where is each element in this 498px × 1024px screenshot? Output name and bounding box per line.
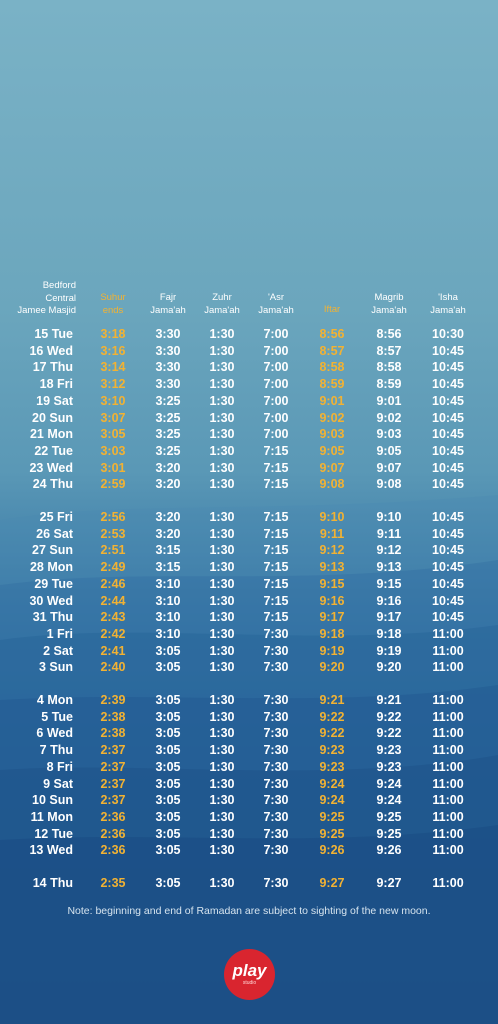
cell-day: 23 Wed	[29, 461, 73, 475]
cell-magrib: 9:19	[376, 644, 402, 658]
cell-magrib: 9:21	[376, 693, 402, 707]
cell-magrib: 9:24	[376, 777, 402, 791]
cell-zuhr: 1:30	[209, 760, 235, 774]
cell-isha: 11:00	[432, 627, 464, 641]
cell-isha: 10:45	[432, 360, 464, 374]
cell-iftar: 9:05	[319, 444, 345, 458]
cell-sehri: 2:56	[100, 510, 126, 524]
cell-asr: 7:15	[263, 444, 289, 458]
cell-sehri: 2:41	[100, 644, 126, 658]
cell-magrib: 9:11	[376, 527, 402, 541]
cell-day: 16 Wed	[29, 344, 73, 358]
cell-fajr: 3:25	[155, 394, 181, 408]
cell-magrib: 9:26	[376, 843, 402, 857]
cell-iftar: 9:15	[319, 577, 345, 591]
cell-fajr: 3:05	[155, 793, 181, 807]
cell-magrib: 8:57	[376, 344, 402, 358]
cell-iftar: 9:27	[319, 876, 345, 890]
cell-asr: 7:30	[263, 777, 289, 791]
cell-asr: 7:15	[263, 577, 289, 591]
cell-magrib: 8:56	[376, 327, 402, 341]
table-row	[0, 659, 498, 676]
table-row	[0, 410, 498, 427]
cell-day: 24 Thu	[32, 477, 73, 491]
cell-isha: 10:45	[432, 461, 464, 475]
cell-sehri: 2:38	[100, 726, 126, 740]
cell-fajr: 3:20	[155, 527, 181, 541]
cell-fajr: 3:25	[155, 444, 181, 458]
cell-zuhr: 1:30	[209, 527, 235, 541]
cell-zuhr: 1:30	[209, 577, 235, 591]
cell-iftar: 8:57	[319, 344, 345, 358]
cell-day: 28 Mon	[29, 560, 73, 574]
cell-day: 27 Sun	[32, 543, 73, 557]
cell-zuhr: 1:30	[209, 810, 235, 824]
cell-magrib: 9:22	[376, 726, 402, 740]
cell-asr: 7:00	[263, 344, 289, 358]
table-row	[0, 875, 498, 892]
cell-magrib: 9:15	[376, 577, 402, 591]
cell-iftar: 9:17	[319, 610, 345, 624]
cell-zuhr: 1:30	[209, 360, 235, 374]
cell-asr: 7:30	[263, 710, 289, 724]
cell-zuhr: 1:30	[209, 726, 235, 740]
cell-asr: 7:00	[263, 327, 289, 341]
table-row	[0, 593, 498, 610]
cell-asr: 7:30	[263, 627, 289, 641]
table-row	[0, 559, 498, 576]
cell-day: 29 Tue	[34, 577, 73, 591]
cell-isha: 11:00	[432, 810, 464, 824]
cell-isha: 11:00	[432, 827, 464, 841]
cell-sehri: 2:49	[100, 560, 126, 574]
cell-iftar: 9:22	[319, 710, 345, 724]
table-row	[0, 692, 498, 709]
cell-fajr: 3:10	[155, 627, 181, 641]
cell-asr: 7:30	[263, 793, 289, 807]
cell-day: 10 Sun	[32, 793, 73, 807]
cell-fajr: 3:05	[155, 843, 181, 857]
table-row	[0, 576, 498, 593]
cell-magrib: 9:02	[376, 411, 402, 425]
cell-zuhr: 1:30	[209, 693, 235, 707]
header-asr: 'Asr Jama'ah	[258, 292, 294, 316]
header-fajr: Fajr Jama'ah	[150, 292, 186, 316]
cell-sehri: 2:44	[100, 594, 126, 608]
cell-fajr: 3:05	[155, 710, 181, 724]
cell-day: 3 Sun	[38, 660, 73, 674]
cell-zuhr: 1:30	[209, 876, 235, 890]
cell-isha: 11:00	[432, 793, 464, 807]
cell-zuhr: 1:30	[209, 610, 235, 624]
cell-fajr: 3:30	[155, 360, 181, 374]
cell-fajr: 3:25	[155, 411, 181, 425]
cell-magrib: 9:10	[376, 510, 402, 524]
cell-sehri: 3:18	[100, 327, 126, 341]
cell-zuhr: 1:30	[209, 377, 235, 391]
cell-zuhr: 1:30	[209, 777, 235, 791]
cell-isha: 11:00	[432, 876, 464, 890]
cell-magrib: 8:59	[376, 377, 402, 391]
cell-asr: 7:15	[263, 527, 289, 541]
cell-fajr: 3:05	[155, 693, 181, 707]
cell-day: 2 Sat	[43, 644, 73, 658]
table-row	[0, 359, 498, 376]
cell-day: 7 Thu	[39, 743, 73, 757]
logo-text: play	[232, 961, 267, 980]
cell-day: 20 Sun	[32, 411, 73, 425]
cell-fajr: 3:10	[155, 577, 181, 591]
table-row	[0, 393, 498, 410]
cell-iftar: 9:02	[319, 411, 345, 425]
cell-zuhr: 1:30	[209, 461, 235, 475]
cell-sehri: 3:12	[100, 377, 126, 391]
cell-asr: 7:15	[263, 560, 289, 574]
cell-asr: 7:00	[263, 411, 289, 425]
play-studio-logo	[224, 949, 275, 1000]
cell-asr: 7:15	[263, 543, 289, 557]
cell-asr: 7:15	[263, 477, 289, 491]
cell-isha: 10:45	[432, 543, 464, 557]
table-row	[0, 809, 498, 826]
cell-sehri: 2:42	[100, 627, 126, 641]
cell-iftar: 9:19	[319, 644, 345, 658]
cell-day: 12 Tue	[34, 827, 73, 841]
cell-zuhr: 1:30	[209, 594, 235, 608]
cell-magrib: 9:05	[376, 444, 402, 458]
cell-iftar: 9:08	[319, 477, 345, 491]
cell-day: 18 Fri	[39, 377, 73, 391]
cell-isha: 10:45	[432, 344, 464, 358]
table-row	[0, 476, 498, 493]
cell-magrib: 9:27	[376, 876, 402, 890]
cell-fajr: 3:20	[155, 510, 181, 524]
cell-fajr: 3:05	[155, 644, 181, 658]
cell-magrib: 9:23	[376, 743, 402, 757]
cell-isha: 10:45	[432, 477, 464, 491]
cell-zuhr: 1:30	[209, 793, 235, 807]
cell-zuhr: 1:30	[209, 710, 235, 724]
cell-iftar: 9:20	[319, 660, 345, 674]
cell-isha: 10:45	[432, 394, 464, 408]
table-row	[0, 443, 498, 460]
cell-day: 22 Tue	[34, 444, 73, 458]
cell-zuhr: 1:30	[209, 394, 235, 408]
cell-magrib: 9:25	[376, 810, 402, 824]
cell-day: 5 Tue	[41, 710, 73, 724]
cell-fajr: 3:30	[155, 327, 181, 341]
cell-asr: 7:00	[263, 427, 289, 441]
cell-sehri: 2:37	[100, 760, 126, 774]
cell-asr: 7:30	[263, 843, 289, 857]
table-row	[0, 526, 498, 543]
cell-day: 6 Wed	[36, 726, 73, 740]
cell-sehri: 3:01	[100, 461, 126, 475]
cell-zuhr: 1:30	[209, 660, 235, 674]
cell-zuhr: 1:30	[209, 827, 235, 841]
header-mosque: Bedford Central Jamee Masjid	[17, 280, 76, 316]
cell-sehri: 2:43	[100, 610, 126, 624]
header-magrib: Magrib Jama'ah	[371, 292, 407, 316]
cell-fajr: 3:30	[155, 344, 181, 358]
cell-magrib: 9:07	[376, 461, 402, 475]
cell-sehri: 2:53	[100, 527, 126, 541]
cell-iftar: 8:56	[319, 327, 345, 341]
cell-fajr: 3:05	[155, 827, 181, 841]
cell-magrib: 9:01	[376, 394, 402, 408]
cell-day: 1 Fri	[46, 627, 73, 641]
cell-iftar: 9:22	[319, 726, 345, 740]
cell-isha: 10:45	[432, 527, 464, 541]
cell-sehri: 2:36	[100, 827, 126, 841]
cell-fajr: 3:30	[155, 377, 181, 391]
cell-asr: 7:30	[263, 660, 289, 674]
cell-fajr: 3:05	[155, 760, 181, 774]
cell-day: 4 Mon	[36, 693, 73, 707]
cell-iftar: 9:25	[319, 810, 345, 824]
cell-zuhr: 1:30	[209, 477, 235, 491]
cell-isha: 11:00	[432, 644, 464, 658]
cell-fajr: 3:10	[155, 594, 181, 608]
cell-fajr: 3:20	[155, 477, 181, 491]
cell-day: 14 Thu	[32, 876, 73, 890]
cell-iftar: 9:11	[319, 527, 345, 541]
cell-zuhr: 1:30	[209, 444, 235, 458]
cell-iftar: 9:07	[319, 461, 345, 475]
cell-isha: 10:45	[432, 444, 464, 458]
cell-iftar: 9:10	[319, 510, 345, 524]
cell-iftar: 9:03	[319, 427, 345, 441]
cell-fajr: 3:10	[155, 610, 181, 624]
table-row	[0, 426, 498, 443]
cell-day: 26 Sat	[36, 527, 73, 541]
table-row	[0, 542, 498, 559]
table-row	[0, 826, 498, 843]
cell-fajr: 3:05	[155, 810, 181, 824]
cell-asr: 7:00	[263, 394, 289, 408]
cell-iftar: 9:26	[319, 843, 345, 857]
cell-isha: 11:00	[432, 693, 464, 707]
table-row	[0, 460, 498, 477]
cell-isha: 11:00	[432, 843, 464, 857]
cell-sehri: 2:51	[100, 543, 126, 557]
table-row	[0, 626, 498, 643]
cell-sehri: 2:36	[100, 843, 126, 857]
cell-isha: 10:45	[432, 560, 464, 574]
cell-magrib: 9:13	[376, 560, 402, 574]
cell-magrib: 9:22	[376, 710, 402, 724]
cell-asr: 7:15	[263, 461, 289, 475]
cell-isha: 10:45	[432, 411, 464, 425]
footnote: Note: beginning and end of Ramadan are subject to sighting of the new moon.	[67, 905, 431, 917]
cell-magrib: 9:24	[376, 793, 402, 807]
cell-zuhr: 1:30	[209, 627, 235, 641]
cell-magrib: 9:18	[376, 627, 402, 641]
table-row	[0, 343, 498, 360]
cell-asr: 7:30	[263, 810, 289, 824]
cell-isha: 11:00	[432, 760, 464, 774]
table-row	[0, 709, 498, 726]
cell-sehri: 2:35	[100, 876, 126, 890]
cell-isha: 10:45	[432, 427, 464, 441]
cell-day: 15 Tue	[34, 327, 73, 341]
cell-day: 21 Mon	[29, 427, 73, 441]
cell-asr: 7:30	[263, 827, 289, 841]
cell-asr: 7:30	[263, 743, 289, 757]
cell-magrib: 9:16	[376, 594, 402, 608]
cell-zuhr: 1:30	[209, 843, 235, 857]
cell-sehri: 2:37	[100, 777, 126, 791]
cell-isha: 10:30	[432, 327, 464, 341]
cell-iftar: 9:21	[319, 693, 345, 707]
cell-zuhr: 1:30	[209, 427, 235, 441]
cell-sehri: 2:38	[100, 710, 126, 724]
cell-zuhr: 1:30	[209, 327, 235, 341]
cell-sehri: 2:36	[100, 810, 126, 824]
cell-sehri: 2:37	[100, 793, 126, 807]
table-row	[0, 742, 498, 759]
cell-fajr: 3:05	[155, 726, 181, 740]
cell-sehri: 3:07	[100, 411, 126, 425]
cell-asr: 7:30	[263, 644, 289, 658]
header-iftar: Iftar	[323, 304, 341, 315]
table-row	[0, 609, 498, 626]
table-row	[0, 842, 498, 859]
cell-iftar: 9:23	[319, 760, 345, 774]
cell-fajr: 3:05	[155, 743, 181, 757]
cell-sehri: 3:05	[100, 427, 126, 441]
table-row	[0, 759, 498, 776]
cell-isha: 10:45	[432, 377, 464, 391]
cell-magrib: 9:12	[376, 543, 402, 557]
header-sehri: Suhur ends	[100, 292, 126, 316]
table-row	[0, 326, 498, 343]
cell-zuhr: 1:30	[209, 543, 235, 557]
cell-asr: 7:15	[263, 510, 289, 524]
cell-asr: 7:30	[263, 760, 289, 774]
table-row	[0, 792, 498, 809]
cell-iftar: 9:18	[319, 627, 345, 641]
cell-isha: 11:00	[432, 726, 464, 740]
cell-iftar: 8:59	[319, 377, 345, 391]
cell-iftar: 9:23	[319, 743, 345, 757]
cell-sehri: 2:46	[100, 577, 126, 591]
cell-isha: 10:45	[432, 594, 464, 608]
cell-zuhr: 1:30	[209, 411, 235, 425]
cell-sehri: 3:03	[100, 444, 126, 458]
cell-day: 17 Thu	[32, 360, 73, 374]
cell-day: 9 Sat	[43, 777, 73, 791]
header-isha: 'Isha Jama'ah	[430, 292, 466, 316]
cell-isha: 11:00	[432, 743, 464, 757]
logo-subtext: studio	[242, 980, 257, 986]
cell-iftar: 9:24	[319, 777, 345, 791]
cell-iftar: 9:24	[319, 793, 345, 807]
cell-day: 25 Fri	[39, 510, 73, 524]
cell-asr: 7:30	[263, 876, 289, 890]
cell-magrib: 9:20	[376, 660, 402, 674]
cell-isha: 10:45	[432, 610, 464, 624]
cell-isha: 11:00	[432, 777, 464, 791]
cell-zuhr: 1:30	[209, 344, 235, 358]
cell-iftar: 9:16	[319, 594, 345, 608]
cell-fajr: 3:15	[155, 560, 181, 574]
cell-magrib: 9:08	[376, 477, 402, 491]
cell-day: 11 Mon	[30, 810, 73, 824]
cell-isha: 10:45	[432, 577, 464, 591]
cell-day: 30 Wed	[29, 594, 73, 608]
table-row	[0, 376, 498, 393]
cell-iftar: 8:58	[319, 360, 345, 374]
cell-iftar: 9:01	[319, 394, 345, 408]
cell-day: 19 Sat	[36, 394, 73, 408]
cell-magrib: 9:17	[376, 610, 402, 624]
cell-day: 13 Wed	[29, 843, 73, 857]
cell-magrib: 9:25	[376, 827, 402, 841]
cell-magrib: 8:58	[376, 360, 402, 374]
cell-magrib: 9:23	[376, 760, 402, 774]
cell-day: 31 Thu	[32, 610, 73, 624]
cell-asr: 7:15	[263, 610, 289, 624]
cell-isha: 11:00	[432, 660, 464, 674]
cell-sehri: 3:16	[100, 344, 126, 358]
cell-sehri: 3:10	[100, 394, 126, 408]
header-zuhr: Zuhr Jama'ah	[204, 292, 240, 316]
cell-zuhr: 1:30	[209, 644, 235, 658]
cell-zuhr: 1:30	[209, 510, 235, 524]
cell-sehri: 2:59	[100, 477, 126, 491]
cell-asr: 7:30	[263, 693, 289, 707]
cell-sehri: 2:39	[100, 693, 126, 707]
cell-fajr: 3:20	[155, 461, 181, 475]
cell-isha: 11:00	[432, 710, 464, 724]
table-row	[0, 643, 498, 660]
cell-asr: 7:30	[263, 726, 289, 740]
cell-iftar: 9:25	[319, 827, 345, 841]
table-row	[0, 725, 498, 742]
cell-fajr: 3:25	[155, 427, 181, 441]
cell-sehri: 3:14	[100, 360, 126, 374]
cell-sehri: 2:40	[100, 660, 126, 674]
cell-asr: 7:15	[263, 594, 289, 608]
cell-fajr: 3:05	[155, 777, 181, 791]
cell-iftar: 9:12	[319, 543, 345, 557]
table-row	[0, 509, 498, 526]
cell-fajr: 3:15	[155, 543, 181, 557]
cell-fajr: 3:05	[155, 876, 181, 890]
cell-asr: 7:00	[263, 360, 289, 374]
cell-isha: 10:45	[432, 510, 464, 524]
cell-fajr: 3:05	[155, 660, 181, 674]
cell-zuhr: 1:30	[209, 743, 235, 757]
cell-iftar: 9:13	[319, 560, 345, 574]
cell-asr: 7:00	[263, 377, 289, 391]
cell-sehri: 2:37	[100, 743, 126, 757]
cell-magrib: 9:03	[376, 427, 402, 441]
cell-zuhr: 1:30	[209, 560, 235, 574]
table-row	[0, 776, 498, 793]
cell-day: 8 Fri	[46, 760, 73, 774]
